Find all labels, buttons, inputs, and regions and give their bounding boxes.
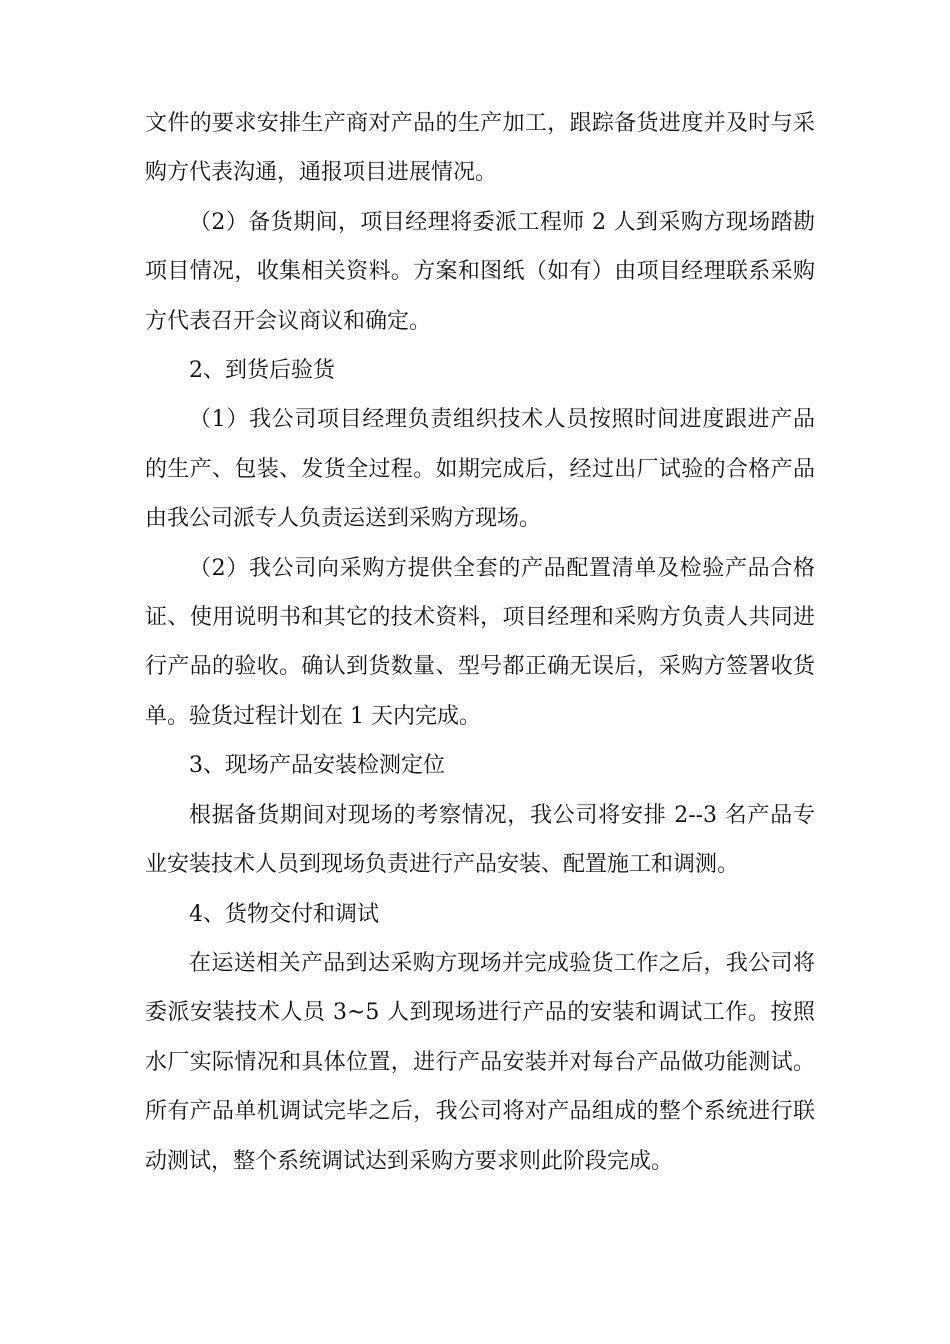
paragraph-production-tracking: （1）我公司项目经理负责组织技术人员按照时间进度跟进产品的生产、包装、发货全过程。如期完成后，经过出厂试验的合格产品由我公司派专人负责运送到采购方现场。	[145, 407, 815, 532]
document-body	[145, 99, 815, 1186]
paragraph-acceptance-check: （2）我公司向采购方提供全套的产品配置清单及检验产品合格证、使用说明书和其它的技术资料，项目经理和采购方负责人共同进行产品的验收。确认到货数量、型号都正确无误后，采购方签署收货单。验货过程计划在 1 天内完成。	[145, 555, 815, 729]
section-heading-arrival-inspection: 2、到货后验货	[189, 358, 335, 384]
paragraph-stocking-site-survey: （2）备货期间，项目经理将委派工程师 2 人到采购方现场踏勘项目情况，收集相关资料。方案和图纸（如有）由项目经理联系采购方代表召开会议商议和确定。	[145, 209, 815, 334]
section-heading-installation: 3、现场产品安装检测定位	[189, 753, 445, 779]
paragraph-installation-staff: 根据备货期间对现场的考察情况，我公司将安排 2--3 名产品专业安装技术人员到现场负责进行产品安装、配置施工和调测。	[145, 802, 815, 878]
paragraph-commissioning-details: 在运送相关产品到达采购方现场并完成验货工作之后，我公司将委派安装技术人员 3~5 人到现场进行产品的安装和调试工作。按照水厂实际情况和具体位置，进行产品安装并对每台产品做功能测试。所有产品单机调试完毕之后，我公司将对产品组成的整个系统进行联动测试，整个系统调试达到采购方要求则此阶段完成。	[145, 950, 815, 1174]
section-heading-delivery-commissioning: 4、货物交付和调试	[189, 901, 379, 927]
paragraph-continuation: 文件的要求安排生产商对产品的生产加工，跟踪备货进度并及时与采购方代表沟通，通报项目进展情况。	[145, 111, 815, 186]
